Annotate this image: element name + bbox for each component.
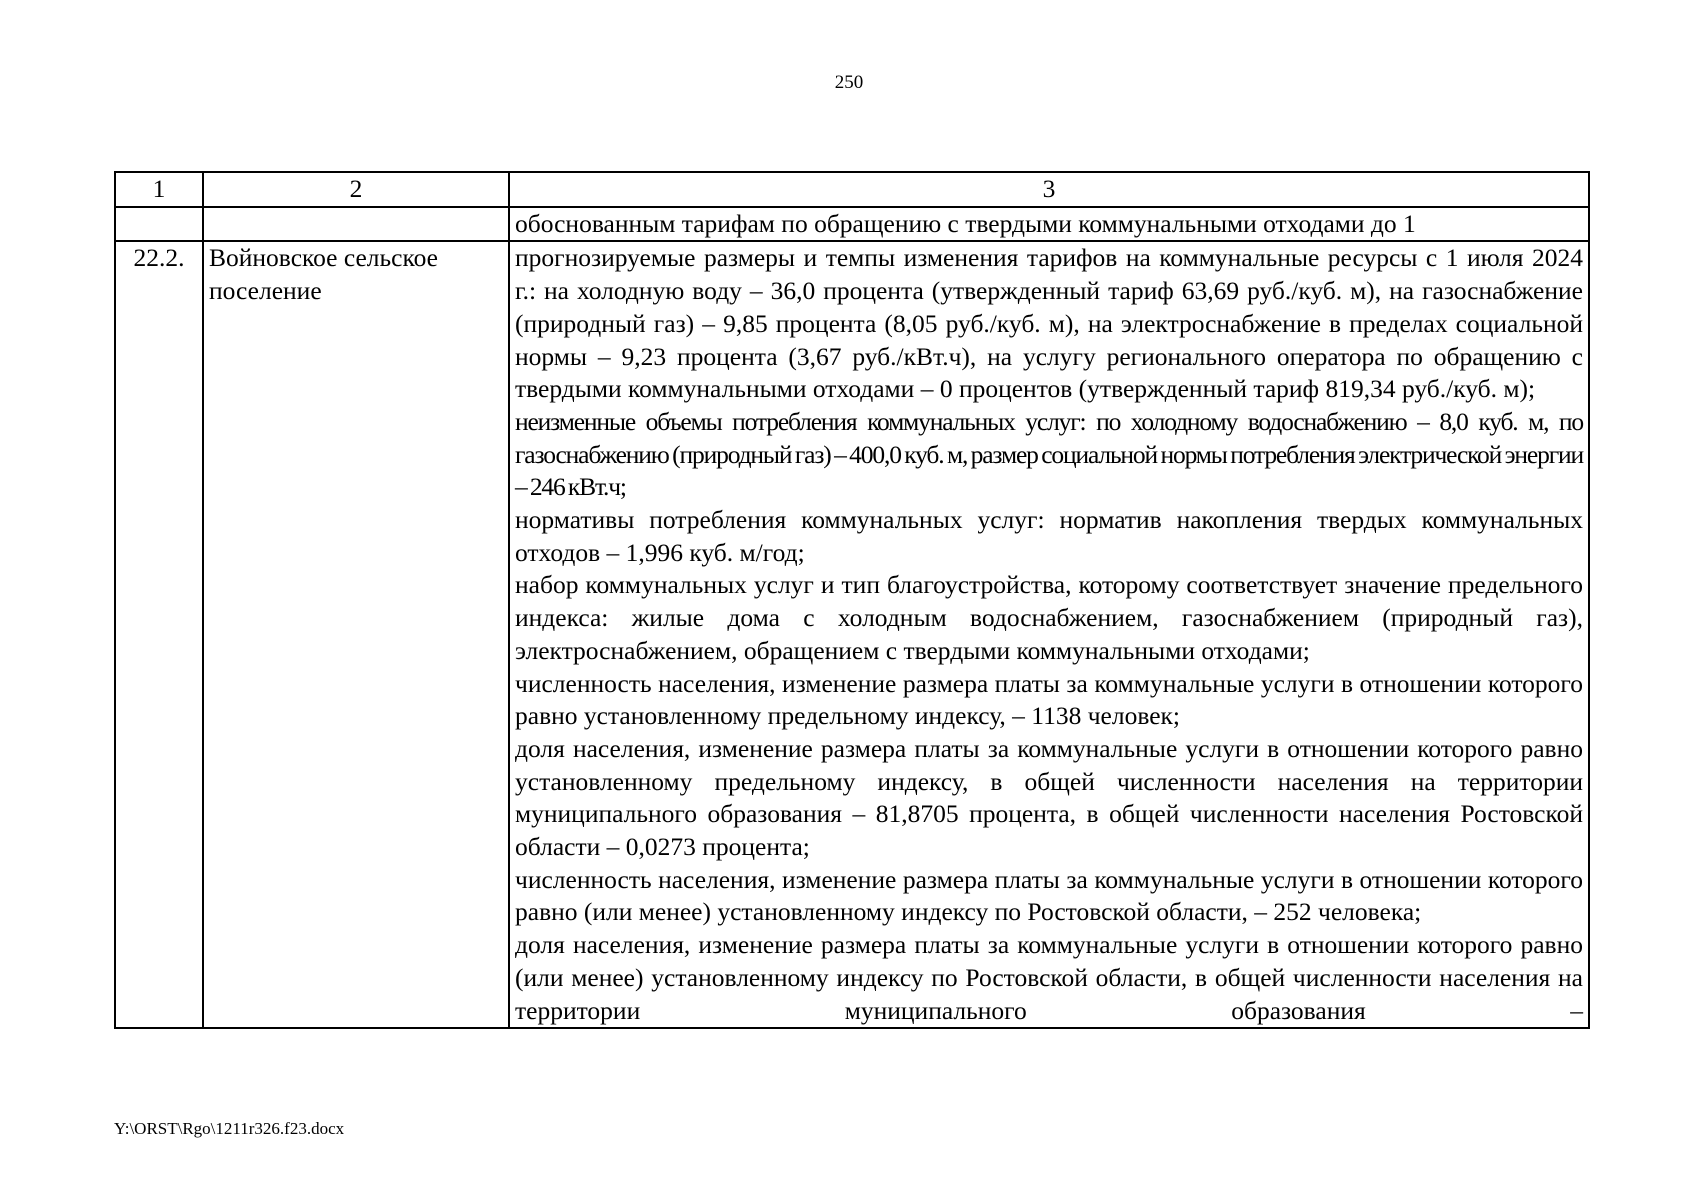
description-cell — [509, 241, 1589, 1028]
population-count-regional-paragraph: численность населения, изменение размера платы за коммунальные услуги в отношении которого равно (или менее) установленному индексу по Ростовской области, – 252 человека; — [515, 864, 1583, 927]
tariff-paragraph: прогнозируемые размеры и темпы изменения тарифов на коммунальные ресурсы с 1 июля 2024 г.: на холодную воду – 36,0 процента (утвержденный тариф 63,69 руб./куб. м), на газоснабжение (природный газ) – 9,85 процента (8,05 руб./куб. м), на электроснабжение в пределах социальной нормы – 9,23 процента (3,67 руб./кВт.ч), на услугу регионального оператора по обращению с твердыми коммунальными отходами – 0 процентов (утвержденный тариф 819,34 руб./куб. м); — [515, 243, 1583, 404]
population-share-paragraph: доля населения, изменение размера платы за коммунальные услуги в отношении которого равно установленному предельному индексу, в общей численности населения на территории муниципального образования – 81,8705 процента, в общей численности населения Ростовской области – 0,0273 процента; — [515, 733, 1583, 862]
consumption-norms-paragraph: нормативы потребления коммунальных услуг: норматив накопления твердых коммунальных отходов – 1,996 куб. м/год; — [515, 505, 1583, 567]
file-path-footer: Y:\ORST\Rgo\1211r326.f23.docx — [114, 1119, 345, 1138]
services-set-paragraph: набор коммунальных услуг и тип благоустройства, которому соответствует значение предельного индекса: жилые дома с холодным водоснабжением, газоснабжением (природный газ), электроснабжением, обращением с твердыми коммунальными отходами; — [515, 570, 1583, 665]
table-row — [115, 207, 1589, 242]
table-row — [115, 241, 1589, 1028]
consumption-volumes-paragraph: неизменные объемы потребления коммунальных услуг: по холодному водоснабжению – 8,0 куб. м, по газоснабжению (природный газ) – 400,0 куб. м, размер социальной нормы потребления электрической энергии – 246 кВт.ч; — [515, 406, 1583, 502]
settlement-cell — [203, 207, 509, 242]
row-number-cell — [115, 207, 203, 242]
description-cell — [509, 207, 1589, 242]
column-header-3: 3 — [509, 172, 1589, 207]
document-table — [114, 171, 1590, 1029]
settlement-name-cell: Войновское сельское поселение — [203, 241, 509, 1028]
row-number-cell: 22.2. — [115, 241, 203, 1028]
population-share-regional-paragraph: доля населения, изменение размера платы за коммунальные услуги в отношении которого равно (или менее) установленному индексу по Ростовской области, в общей численности населения на территории муниципального образования – — [515, 930, 1583, 1025]
column-header-2: 2 — [203, 172, 509, 207]
page-number: 250 — [834, 72, 864, 93]
table-header-row — [115, 172, 1589, 207]
continuation-text: обоснованным тарифам по обращению с твердыми коммунальными отходами до 1 — [515, 208, 1416, 238]
population-count-paragraph: численность населения, изменение размера платы за коммунальные услуги в отношении которого равно установленному предельному индексу, – 1138 человек; — [515, 668, 1583, 731]
column-header-1: 1 — [115, 172, 203, 207]
